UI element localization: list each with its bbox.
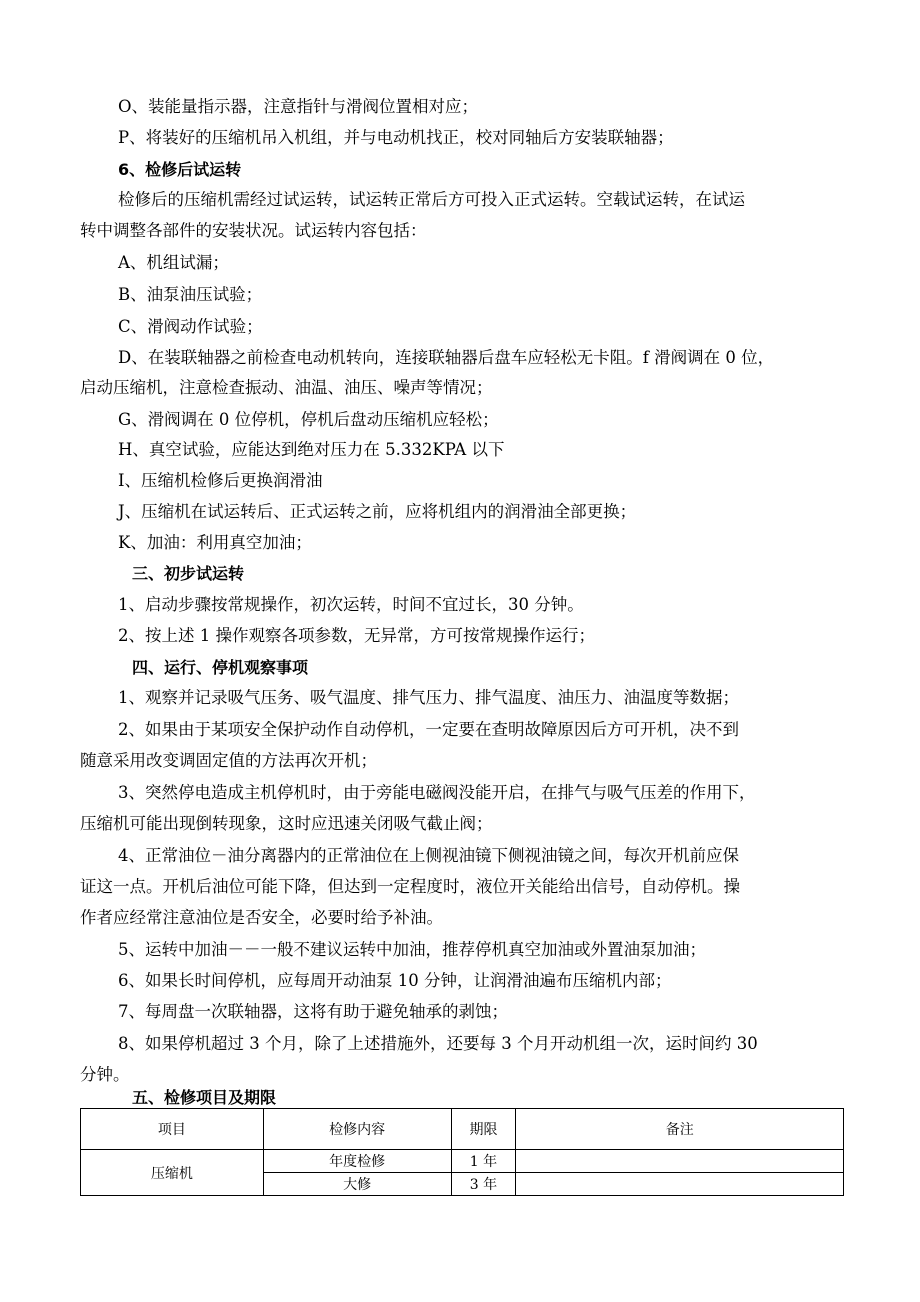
test-item-h: H、真空试验，应能达到绝对压力在 5.332KPA 以下	[118, 440, 505, 459]
test-item-k: K、加油：利用真空加油；	[118, 533, 312, 552]
test-item-d-cont: 启动压缩机，注意检查振动、油温、油压、噪声等情况；	[80, 378, 493, 397]
test-item-a: A、机组试漏；	[118, 253, 229, 272]
section-6-intro: 检修后的压缩机需经过试运转，试运转正常后方可投入正式运转。空载试运转，在试运	[118, 190, 745, 209]
test-item-d: D、在装联轴器之前检查电动机转向，连接联轴器后盘车应轻松无卡阻。f 滑阀调在 0 位，	[118, 348, 775, 367]
item-p: P、将装好的压缩机吊入机组，并与电动机找正，校对同轴后方安装联轴器；	[118, 128, 674, 147]
observe-item-5: 5、运转中加油－－一般不建议运转中加油，推荐停机真空加油或外置油泵加油；	[118, 940, 706, 959]
observe-item-3-cont: 压缩机可能出现倒转现象，这时应迅速关闭吸气截止阀；	[80, 814, 493, 833]
observe-item-6: 6、如果长时间停机，应每周开动油泵 10 分钟，让润滑油遍布压缩机内部；	[118, 971, 672, 990]
observe-item-2-cont: 随意采用改变调固定值的方法再次开机；	[80, 751, 377, 770]
header-note: 备注	[516, 1109, 844, 1150]
observe-item-1: 1、观察并记录吸气压务、吸气温度、排气压力、排气温度、油压力、油温度等数据；	[118, 688, 739, 707]
maintenance-schedule-table	[80, 1108, 844, 1196]
note-cell	[516, 1150, 844, 1173]
observe-item-4: 4、正常油位－油分离器内的正常油位在上侧视油镜下侧视油镜之间，每次开机前应保	[118, 846, 739, 865]
observe-item-4-cont2: 作者应经常注意油位是否安全，必要时给予补油。	[80, 908, 443, 927]
section-5-heading: 五、检修项目及期限	[132, 1088, 277, 1107]
initial-run-item-1: 1、启动步骤按常规操作，初次运转，时间不宜过长，30 分钟。	[118, 595, 584, 614]
test-item-g: G、滑阀调在 0 位停机，停机后盘动压缩机应轻松；	[118, 410, 499, 429]
period-cell: 3 年	[451, 1173, 516, 1196]
observe-item-8-cont: 分钟。	[80, 1065, 130, 1084]
header-item: 项目	[81, 1109, 264, 1150]
observe-item-2: 2、如果由于某项安全保护动作自动停机，一定要在查明故障原因后方可开机，决不到	[118, 720, 739, 739]
section-6-intro-cont: 转中调整各部件的安装状况。试运转内容包括：	[80, 221, 427, 240]
observe-item-7: 7、每周盘一次联轴器，这将有助于避免轴承的剥蚀；	[118, 1002, 508, 1021]
period-cell: 1 年	[451, 1150, 516, 1173]
header-content: 检修内容	[263, 1109, 451, 1150]
test-item-j: J、压缩机在试运转后、正式运转之前，应将机组内的润滑油全部更换；	[118, 502, 637, 521]
section-6-heading: 6、检修后试运转	[118, 160, 242, 179]
table-row	[81, 1150, 844, 1173]
test-item-b: B、油泵油压试验；	[118, 285, 263, 304]
observe-item-3: 3、突然停电造成主机停机时，由于旁能电磁阀没能开启，在排气与吸气压差的作用下，	[118, 783, 756, 802]
observe-item-4-cont: 证这一点。开机后油位可能下降，但达到一定程度时，液位开关能给出信号，自动停机。操	[80, 877, 740, 896]
section-3-heading: 三、初步试运转	[132, 564, 245, 583]
observe-item-8: 8、如果停机超过 3 个月，除了上述措施外，还要每 3 个月开动机组一次，运时间约 30	[118, 1034, 758, 1053]
test-item-i: I、压缩机检修后更换润滑油	[118, 471, 323, 490]
item-cell: 压缩机	[81, 1150, 264, 1196]
initial-run-item-2: 2、按上述 1 操作观察各项参数，无异常，方可按常规操作运行；	[118, 626, 595, 645]
test-item-c: C、滑阀动作试验；	[118, 317, 263, 336]
item-o: O、装能量指示器，注意指针与滑阀位置相对应；	[118, 97, 479, 116]
header-period: 期限	[451, 1109, 516, 1150]
content-cell: 大修	[263, 1173, 451, 1196]
note-cell	[516, 1173, 844, 1196]
content-cell: 年度检修	[263, 1150, 451, 1173]
table-header-row	[81, 1109, 844, 1150]
section-4-heading: 四、运行、停机观察事项	[132, 658, 309, 677]
